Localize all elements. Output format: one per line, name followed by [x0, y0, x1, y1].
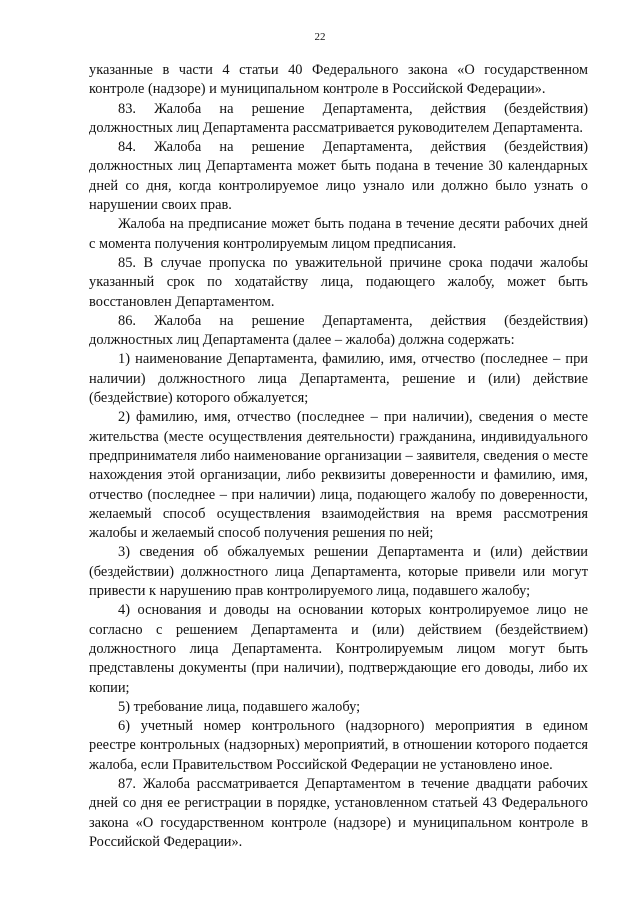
paragraph-85: 85. В случае пропуска по уважительной причине срока подачи жалобы указанный срок по ходатайству лица, подающего жалобу, может быть восстановлен Департаментом. — [89, 254, 588, 310]
paragraph-83: 83. Жалоба на решение Департамента, действия (бездействия) должностных лиц Департамента рассматривается руководителем Департамента. — [89, 100, 588, 136]
list-item-4: 4) основания и доводы на основании которых контролируемое лицо не согласно с решением Департамента и (или) действием (бездействием) должностного лица Департамента. Контролируемым лицом могут быть представлены документы (при наличии), подтверждающие его доводы, либо их копии; — [89, 602, 588, 696]
paragraph-84: 84. Жалоба на решение Департамента, действия (бездействия) должностных лиц Департамента может быть подана в течение 30 календарных дней со дня, когда контролируемое лицо узнало или должно было узнать о нарушении своих прав. — [89, 139, 588, 214]
list-item-1: 1) наименование Департамента, фамилию, имя, отчество (последнее – при наличии) должностного лица Департамента, решение и (или) действие (бездействие) которого обжалуется; — [89, 351, 588, 407]
page-number: 22 — [314, 31, 326, 43]
document-body — [89, 61, 588, 852]
paragraph-continuation: указанные в части 4 статьи 40 Федерального закона «О государственном контроле (надзоре) и муниципальном контроле в Российской Федерации». — [89, 62, 588, 98]
paragraph-84-prescription: Жалоба на предписание может быть подана в течение десяти рабочих дней с момента получения контролируемым лицом предписания. — [89, 216, 588, 252]
paragraph-86: 86. Жалоба на решение Департамента, действия (бездействия) должностных лиц Департамента (далее – жалоба) должна содержать: — [89, 312, 588, 349]
paragraph-87: 87. Жалоба рассматривается Департаментом в течение двадцати рабочих дней со дня ее регистрации в порядке, установленном статьей 43 Федерального закона «О государственном контроле (надзоре) и муниципальном контроле в Российской Федерации». — [89, 775, 588, 850]
list-item-3: 3) сведения об обжалуемых решении Департамента и (или) действии (бездействии) должностного лица Департамента, которые привели или могут привести к нарушению прав контролируемого лица, подавшего жалобу; — [89, 544, 588, 600]
list-item-6: 6) учетный номер контрольного (надзорного) мероприятия в едином реестре контрольных (надзорных) мероприятий, в отношении которого подается жалоба, если Правительством Российской Федерации не установлено иное. — [89, 718, 588, 773]
list-item-5: 5) требование лица, подавшего жалобу; — [118, 698, 361, 715]
list-item-2: 2) фамилию, имя, отчество (последнее – при наличии), сведения о месте жительства (месте осуществления деятельности) гражданина, индивидуального предпринимателя либо наименование организации – заявителя, сведения о месте нахождения этой организации, либо реквизиты доверенности и фамилию, имя, отчество (последнее – при наличии) лица, подающего жалобу по доверенности, желаемый способ осуществления взаимодействия на время рассмотрения жалобы и желаемый способ получения решения по ней; — [89, 409, 588, 542]
